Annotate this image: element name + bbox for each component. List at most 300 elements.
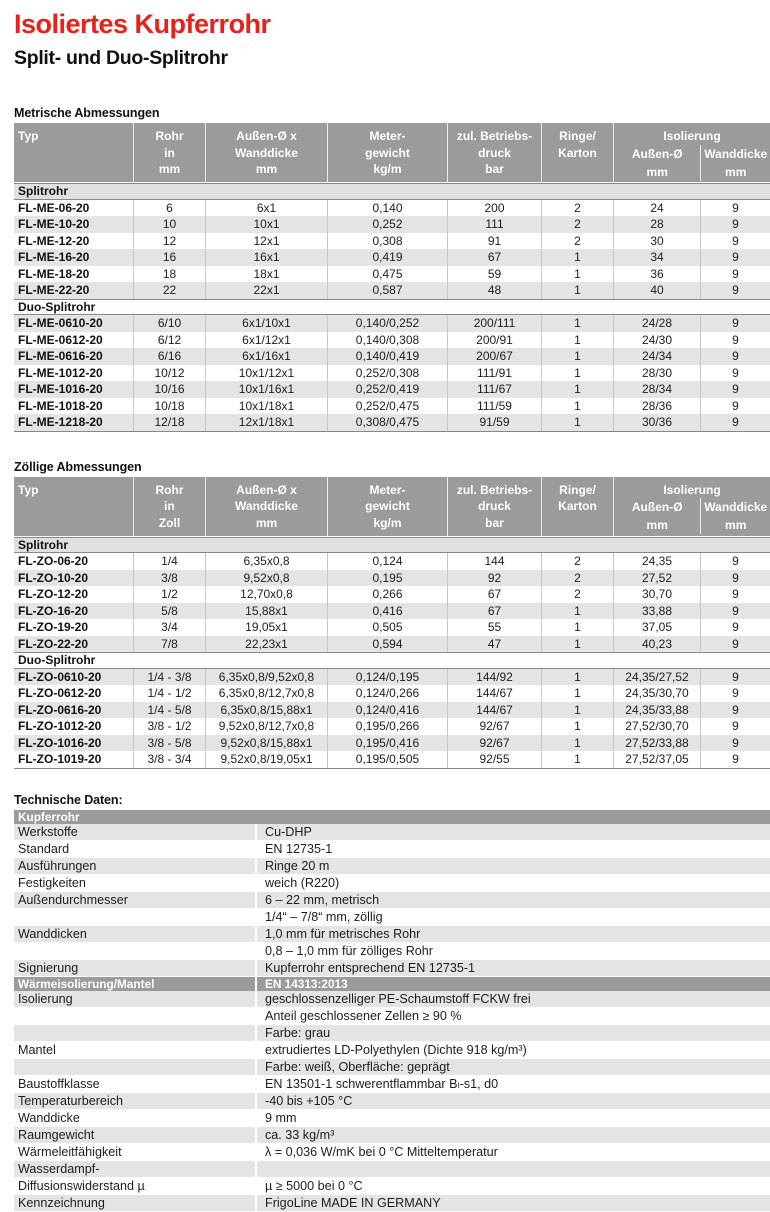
cell-value: 27,52/33,88: [613, 735, 700, 752]
cell-value: 144/67: [447, 702, 541, 719]
cell-value: 9: [700, 315, 770, 332]
cell-value: 24,35/33,88: [613, 702, 700, 719]
cell-value: 1: [541, 735, 613, 752]
cell-value: 0,195/0,416: [327, 735, 447, 752]
technical-value: geschlossenzelliger PE-Schaumstoff FCKW frei: [255, 991, 770, 1007]
technical-value: 1/4“ – 7/8“ mm, zöllig: [255, 909, 770, 925]
cell-value: 10: [133, 216, 205, 233]
cell-value: 2: [541, 570, 613, 587]
cell-value: 9: [700, 249, 770, 266]
cell-value: 0,587: [327, 282, 447, 299]
table-row: [14, 200, 770, 217]
technical-value: Ringe 20 m: [255, 858, 770, 874]
cell-value: 15,88x1: [205, 603, 327, 620]
cell-value: 47: [447, 636, 541, 653]
cell-value: 0,308/0,475: [327, 414, 447, 431]
cell-value: 144: [447, 553, 541, 570]
technical-value: EN 13501-1 schwerentflammbar Bₗ-s1, d0: [255, 1076, 770, 1092]
column-header-line: Zoll: [134, 515, 205, 532]
cell-value: 22,23x1: [205, 636, 327, 653]
cell-value: 16: [133, 249, 205, 266]
technical-row: [14, 1195, 770, 1212]
cell-value: 27,52/30,70: [613, 718, 700, 735]
cell-typ: FL-ME-22-20: [14, 282, 133, 299]
table-row: [14, 603, 770, 620]
cell-value: 10x1/12x1: [205, 365, 327, 382]
cell-value: 67: [447, 249, 541, 266]
cell-value: 1/4 - 5/8: [133, 702, 205, 719]
cell-value: 0,252/0,475: [327, 398, 447, 415]
technical-label: Baustoffklasse: [14, 1076, 255, 1092]
section-title: Technische Daten:: [14, 793, 770, 807]
cell-value: 36: [613, 266, 700, 283]
cell-value: 9: [700, 702, 770, 719]
cell-value: 1: [541, 266, 613, 283]
cell-value: 9: [700, 381, 770, 398]
technical-row: [14, 892, 770, 909]
cell-value: 0,140/0,419: [327, 348, 447, 365]
technical-row: [14, 1025, 770, 1042]
column-header-typ: [14, 123, 133, 182]
cell-typ: FL-ME-18-20: [14, 266, 133, 283]
cell-value: 33,88: [613, 603, 700, 620]
cell-value: 1: [541, 669, 613, 686]
column-header: [541, 123, 613, 182]
column-header-line: Rohr: [134, 128, 205, 145]
technical-label: Ausführungen: [14, 858, 255, 874]
technical-label: Wanddicke: [14, 1110, 255, 1126]
technical-row: [14, 943, 770, 960]
cell-value: 1: [541, 636, 613, 653]
technical-value: extrudiertes LD-Polyethylen (Dichte 918 kg/m³): [255, 1042, 770, 1058]
table-row: [14, 216, 770, 233]
technical-row: [14, 1161, 770, 1178]
technical-label: Festigkeiten: [14, 875, 255, 891]
cell-value: 9: [700, 735, 770, 752]
column-header-line: Typ: [18, 482, 133, 499]
column-group-subheaders: [614, 498, 770, 534]
column-header-line: mm: [614, 163, 700, 181]
cell-typ: FL-ME-12-20: [14, 233, 133, 250]
cell-value: 0,124/0,195: [327, 669, 447, 686]
column-header-line: kg/m: [328, 161, 447, 178]
column-header-line: Außen-Ø: [614, 498, 700, 516]
cell-value: 12,70x0,8: [205, 586, 327, 603]
cell-value: 6/16: [133, 348, 205, 365]
cell-value: 10/18: [133, 398, 205, 415]
cell-value: 22x1: [205, 282, 327, 299]
cell-value: 91/59: [447, 414, 541, 431]
cell-value: 37,05: [613, 619, 700, 636]
cell-typ: FL-ME-0612-20: [14, 332, 133, 349]
cell-typ: FL-ME-0610-20: [14, 315, 133, 332]
table-row: [14, 266, 770, 283]
column-header-group-isolierung: [613, 477, 770, 536]
cell-value: 27,52/37,05: [613, 751, 700, 768]
technical-row: [14, 841, 770, 858]
column-header-line: Karton: [542, 498, 613, 515]
cell-value: 10/16: [133, 381, 205, 398]
table-row: [14, 365, 770, 382]
cell-value: 2: [541, 586, 613, 603]
cell-value: 40: [613, 282, 700, 299]
cell-value: 9: [700, 216, 770, 233]
technical-row: [14, 1178, 770, 1195]
cell-value: 9: [700, 603, 770, 620]
column-group-title: Isolierung: [614, 482, 770, 499]
cell-value: 6x1/10x1: [205, 315, 327, 332]
cell-value: 1: [541, 381, 613, 398]
cell-value: 12x1/18x1: [205, 414, 327, 431]
cell-value: 9,52x0,8/15,88x1: [205, 735, 327, 752]
column-header-line: Außen-Ø x: [206, 128, 327, 145]
technical-label: Wanddicken: [14, 926, 255, 942]
technical-label: Signierung: [14, 960, 255, 976]
technical-label: Werkstoffe: [14, 824, 255, 840]
dimension-table: [14, 123, 770, 432]
cell-value: 0,252/0,308: [327, 365, 447, 382]
cell-typ: FL-ZO-0610-20: [14, 669, 133, 686]
cell-value: 0,252/0,419: [327, 381, 447, 398]
column-header-line: Außen-Ø: [614, 145, 700, 163]
cell-value: 200/111: [447, 315, 541, 332]
table-row: [14, 282, 770, 299]
column-header-line: mm: [206, 161, 327, 178]
table-row: [14, 586, 770, 603]
cell-value: 30: [613, 233, 700, 250]
cell-value: 0,140/0,252: [327, 315, 447, 332]
cell-value: 12/18: [133, 414, 205, 431]
cell-typ: FL-ZO-1012-20: [14, 718, 133, 735]
cell-value: 3/8 - 1/2: [133, 718, 205, 735]
cell-value: 9: [700, 553, 770, 570]
cell-value: 144/67: [447, 685, 541, 702]
column-header-line: bar: [448, 161, 541, 178]
cell-value: 67: [447, 586, 541, 603]
table-row: [14, 685, 770, 702]
cell-value: 9: [700, 282, 770, 299]
table-header-row: [14, 477, 770, 537]
cell-value: 10x1/18x1: [205, 398, 327, 415]
cell-value: 1: [541, 348, 613, 365]
group-subheader-row: Splitrohr: [14, 183, 770, 200]
column-header: [327, 123, 447, 182]
cell-value: 92/67: [447, 718, 541, 735]
technical-label: Außendurchmesser: [14, 892, 255, 908]
technical-row: [14, 824, 770, 841]
cell-value: 0,475: [327, 266, 447, 283]
column-header: [205, 477, 327, 536]
cell-value: 111/59: [447, 398, 541, 415]
column-header-line: gewicht: [328, 498, 447, 515]
column-header-line: Meter-: [328, 128, 447, 145]
technical-data-table: [14, 810, 770, 1212]
column-header-line: zul. Betriebs-: [448, 482, 541, 499]
cell-value: 0,416: [327, 603, 447, 620]
cell-value: 111/91: [447, 365, 541, 382]
column-header-typ: [14, 477, 133, 536]
cell-typ: FL-ME-06-20: [14, 200, 133, 217]
cell-value: 92: [447, 570, 541, 587]
column-header-line: gewicht: [328, 145, 447, 162]
cell-typ: FL-ZO-10-20: [14, 570, 133, 587]
column-header-line: druck: [448, 498, 541, 515]
technical-label: [14, 1025, 255, 1041]
cell-value: 6,35x0,8/12,7x0,8: [205, 685, 327, 702]
cell-value: 18x1: [205, 266, 327, 283]
cell-value: 9,52x0,8/19,05x1: [205, 751, 327, 768]
technical-value: 6 – 22 mm, metrisch: [255, 892, 770, 908]
cell-value: 1: [541, 365, 613, 382]
technical-label: Mantel: [14, 1042, 255, 1058]
column-header-group-isolierung: [613, 123, 770, 182]
column-header-line: Wanddicke: [206, 145, 327, 162]
cell-value: 3/8 - 3/4: [133, 751, 205, 768]
cell-value: 144/92: [447, 669, 541, 686]
cell-value: 24,35/30,70: [613, 685, 700, 702]
technical-row: [14, 909, 770, 926]
cell-value: 6/10: [133, 315, 205, 332]
cell-value: 1: [541, 315, 613, 332]
technical-value: 9 mm: [255, 1110, 770, 1126]
table-row: [14, 636, 770, 653]
table-row: [14, 332, 770, 349]
table-row: [14, 669, 770, 686]
column-header-line: Wanddicke: [701, 498, 770, 516]
cell-value: 9: [700, 414, 770, 431]
cell-typ: FL-ZO-19-20: [14, 619, 133, 636]
dimension-table-section: [14, 460, 770, 769]
column-header: [205, 123, 327, 182]
cell-value: 7/8: [133, 636, 205, 653]
cell-value: 9: [700, 233, 770, 250]
table-row: [14, 553, 770, 570]
cell-value: 24/28: [613, 315, 700, 332]
cell-value: 18: [133, 266, 205, 283]
column-subheader: [700, 145, 770, 181]
cell-value: 16x1: [205, 249, 327, 266]
technical-bar-value: EN 14313:2013: [255, 977, 770, 991]
cell-value: 9: [700, 570, 770, 587]
column-header: [447, 477, 541, 536]
cell-value: 6,35x0,8/15,88x1: [205, 702, 327, 719]
cell-typ: FL-ME-16-20: [14, 249, 133, 266]
technical-label: Wärmeleitfähigkeit: [14, 1144, 255, 1160]
cell-typ: FL-ME-0616-20: [14, 348, 133, 365]
cell-value: 27,52: [613, 570, 700, 587]
cell-value: 9,52x0,8: [205, 570, 327, 587]
technical-data-container: [14, 793, 770, 1212]
column-header-line: mm: [134, 161, 205, 178]
cell-value: 9: [700, 200, 770, 217]
cell-value: 59: [447, 266, 541, 283]
cell-typ: FL-ZO-12-20: [14, 586, 133, 603]
section-title: Metrische Abmessungen: [14, 106, 770, 120]
cell-value: 28: [613, 216, 700, 233]
column-subheader: [614, 498, 700, 534]
cell-value: 0,195: [327, 570, 447, 587]
technical-row: [14, 875, 770, 892]
cell-value: 9: [700, 751, 770, 768]
cell-value: 28/30: [613, 365, 700, 382]
cell-value: 3/8 - 5/8: [133, 735, 205, 752]
column-header-line: Wanddicke: [206, 498, 327, 515]
cell-typ: FL-ME-1016-20: [14, 381, 133, 398]
cell-typ: FL-ZO-0616-20: [14, 702, 133, 719]
table-row: [14, 751, 770, 768]
cell-value: 9: [700, 685, 770, 702]
cell-value: 92/67: [447, 735, 541, 752]
cell-value: 12: [133, 233, 205, 250]
cell-typ: FL-ZO-0612-20: [14, 685, 133, 702]
column-header-line: Meter-: [328, 482, 447, 499]
column-header-line: Karton: [542, 145, 613, 162]
technical-value: EN 12735-1: [255, 841, 770, 857]
cell-value: 55: [447, 619, 541, 636]
group-subheader-row: Duo-Splitrohr: [14, 299, 770, 316]
cell-value: 0,505: [327, 619, 447, 636]
cell-value: 111: [447, 216, 541, 233]
cell-value: 1/4 - 3/8: [133, 669, 205, 686]
cell-typ: FL-ZO-06-20: [14, 553, 133, 570]
cell-value: 5/8: [133, 603, 205, 620]
cell-value: 1/2: [133, 586, 205, 603]
technical-value: Anteil geschlossener Zellen ≥ 90 %: [255, 1008, 770, 1024]
technical-value: FrigoLine MADE IN GERMANY: [255, 1195, 770, 1211]
cell-value: 200/67: [447, 348, 541, 365]
column-header-line: in: [134, 498, 205, 515]
cell-value: 1: [541, 249, 613, 266]
cell-value: 1: [541, 332, 613, 349]
cell-value: 9: [700, 332, 770, 349]
column-header-line: mm: [701, 163, 770, 181]
cell-typ: FL-ME-1218-20: [14, 414, 133, 431]
cell-value: 1: [541, 718, 613, 735]
dimension-table: [14, 477, 770, 769]
column-header-line: mm: [206, 515, 327, 532]
dimension-table-section: [14, 106, 770, 432]
cell-value: 6,35x0,8/9,52x0,8: [205, 669, 327, 686]
page-title: Isoliertes Kupferrohr: [14, 9, 770, 39]
cell-value: 10x1: [205, 216, 327, 233]
column-header-line: Typ: [18, 128, 133, 145]
technical-label: Diffusionswiderstand µ: [14, 1178, 255, 1194]
column-header-line: Rohr: [134, 482, 205, 499]
table-row: [14, 315, 770, 332]
technical-row: [14, 1059, 770, 1076]
cell-value: 48: [447, 282, 541, 299]
cell-typ: FL-ME-1018-20: [14, 398, 133, 415]
technical-label: Wasserdampf-: [14, 1161, 255, 1177]
technical-row: [14, 858, 770, 875]
column-header: [327, 477, 447, 536]
cell-value: 0,124/0,266: [327, 685, 447, 702]
cell-value: 0,195/0,505: [327, 751, 447, 768]
dimension-tables-container: [14, 106, 770, 769]
technical-label: Standard: [14, 841, 255, 857]
technical-row: [14, 1110, 770, 1127]
cell-value: 9: [700, 398, 770, 415]
cell-value: 9: [700, 619, 770, 636]
technical-row: [14, 1042, 770, 1059]
column-header-line: in: [134, 145, 205, 162]
cell-value: 28/36: [613, 398, 700, 415]
table-row: [14, 381, 770, 398]
cell-value: 6,35x0,8: [205, 553, 327, 570]
table-header-row: [14, 123, 770, 183]
cell-value: 1: [541, 702, 613, 719]
cell-value: 9: [700, 365, 770, 382]
cell-value: 12x1: [205, 233, 327, 250]
cell-value: 2: [541, 553, 613, 570]
cell-value: 0,140/0,308: [327, 332, 447, 349]
technical-row: [14, 1093, 770, 1110]
cell-value: 6: [133, 200, 205, 217]
table-row: [14, 702, 770, 719]
technical-value: λ = 0,036 W/mK bei 0 °C Mitteltemperatur: [255, 1144, 770, 1160]
column-subheader: [614, 145, 700, 181]
cell-value: 9: [700, 636, 770, 653]
table-row: [14, 233, 770, 250]
cell-value: 3/4: [133, 619, 205, 636]
table-row: [14, 348, 770, 365]
cell-value: 24/34: [613, 348, 700, 365]
column-header-line: Ringe/: [542, 128, 613, 145]
table-row: [14, 570, 770, 587]
cell-value: 24: [613, 200, 700, 217]
column-header-line: Ringe/: [542, 482, 613, 499]
cell-value: 28/34: [613, 381, 700, 398]
cell-value: 1: [541, 685, 613, 702]
table-row: [14, 249, 770, 266]
cell-value: 0,140: [327, 200, 447, 217]
cell-value: 0,124/0,416: [327, 702, 447, 719]
cell-value: 1/4 - 1/2: [133, 685, 205, 702]
group-subheader-row: Duo-Splitrohr: [14, 652, 770, 669]
cell-value: 6/12: [133, 332, 205, 349]
technical-row: [14, 1076, 770, 1093]
technical-value: ca. 33 kg/m³: [255, 1127, 770, 1143]
technical-value: [255, 1161, 770, 1177]
column-subheader: [700, 498, 770, 534]
technical-value: 1,0 mm für metrisches Rohr: [255, 926, 770, 942]
column-header-line: zul. Betriebs-: [448, 128, 541, 145]
cell-value: 1/4: [133, 553, 205, 570]
technical-value: µ ≥ 5000 bei 0 °C: [255, 1178, 770, 1194]
technical-row: [14, 991, 770, 1008]
page-subtitle: Split- und Duo-Splitrohr: [14, 46, 770, 70]
cell-value: 9,52x0,8/12,7x0,8: [205, 718, 327, 735]
cell-value: 0,252: [327, 216, 447, 233]
cell-value: 34: [613, 249, 700, 266]
technical-value: Cu-DHP: [255, 824, 770, 840]
cell-value: 1: [541, 619, 613, 636]
technical-row: [14, 960, 770, 977]
technical-label: [14, 909, 255, 925]
cell-value: 3/8: [133, 570, 205, 587]
cell-value: 6x1/16x1: [205, 348, 327, 365]
column-group-subheaders: [614, 145, 770, 181]
column-header-line: druck: [448, 145, 541, 162]
technical-value: Farbe: weiß, Oberfläche: geprägt: [255, 1059, 770, 1075]
technical-bar-label: Kupferrohr: [14, 810, 255, 824]
cell-value: 24/30: [613, 332, 700, 349]
cell-value: 9: [700, 348, 770, 365]
column-header-line: mm: [614, 516, 700, 534]
technical-row: [14, 1144, 770, 1161]
cell-value: 92/55: [447, 751, 541, 768]
cell-value: 6x1: [205, 200, 327, 217]
